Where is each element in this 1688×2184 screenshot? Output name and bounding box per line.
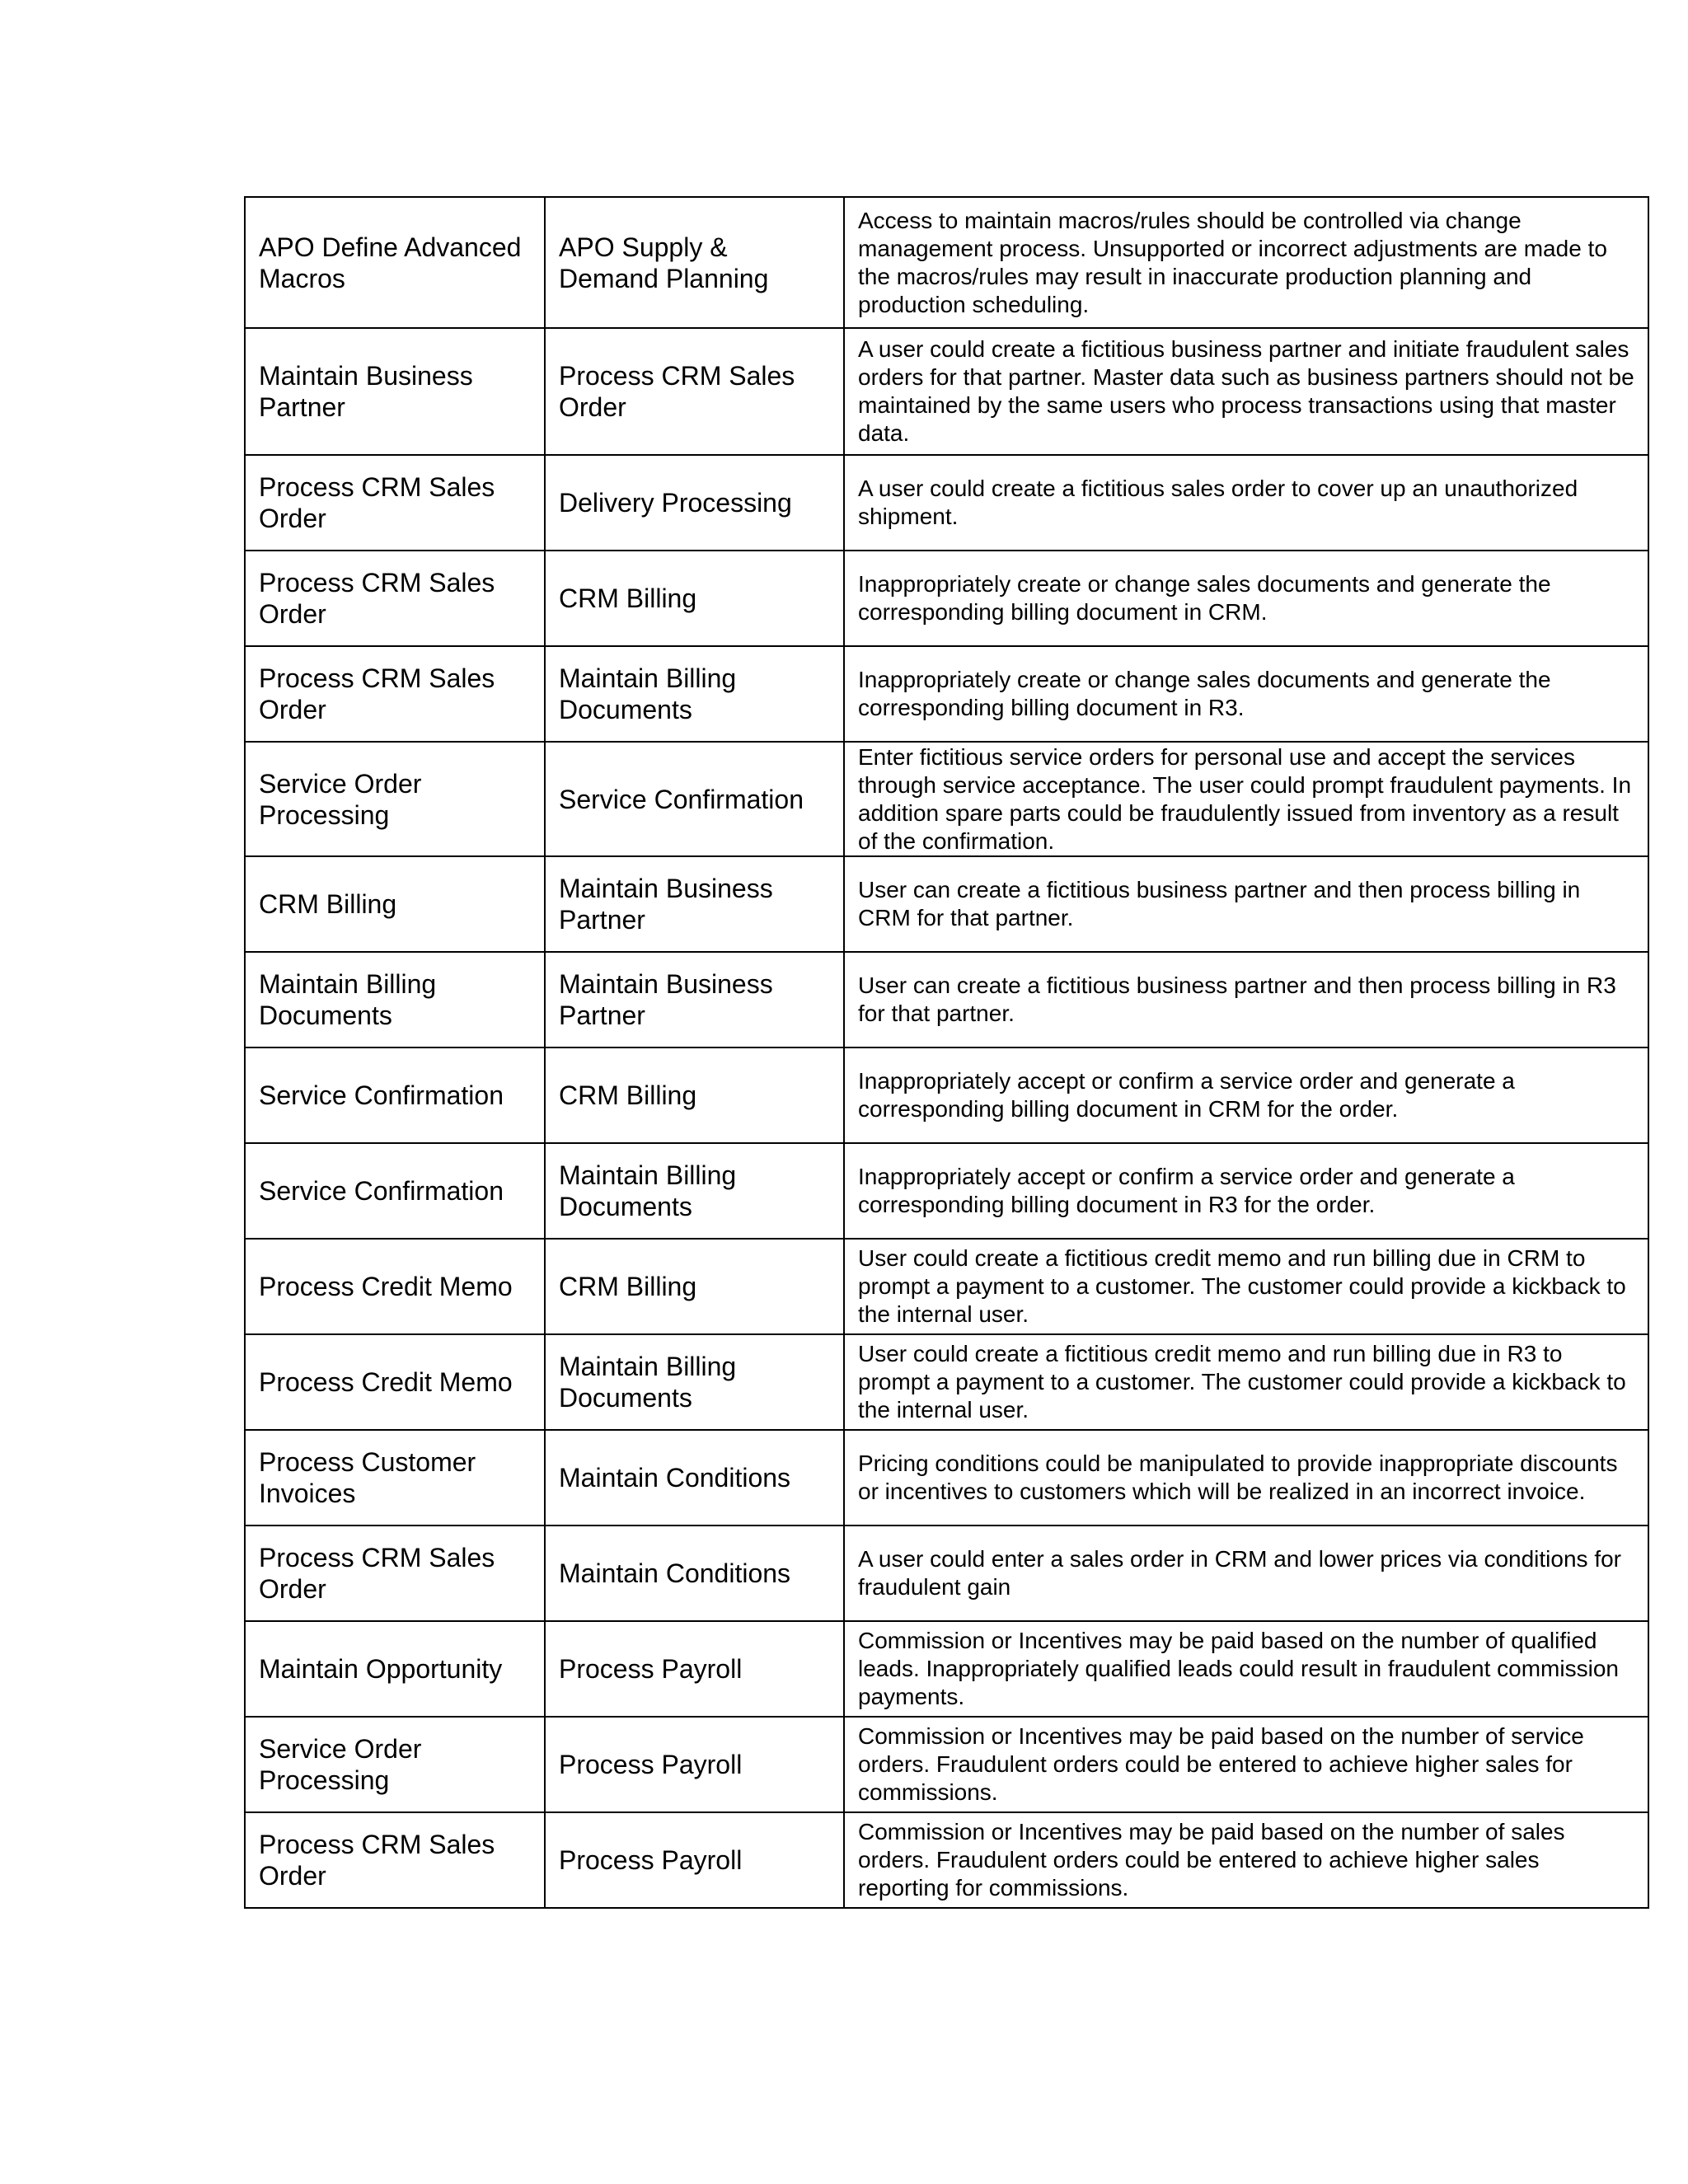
- table-row: [245, 1812, 1648, 1908]
- table-row: [245, 1621, 1648, 1717]
- table-row: [245, 952, 1648, 1047]
- function-one-cell: Process Credit Memo: [245, 1239, 545, 1334]
- function-two-cell: Process CRM Sales Order: [545, 328, 844, 455]
- function-two-cell: Maintain Business Partner: [545, 856, 844, 952]
- function-two-cell: APO Supply & Demand Planning: [545, 197, 844, 328]
- risk-description-cell: Commission or Incentives may be paid based on the number of service orders. Fraudulent orders could be entered to achieve higher sales for commissions.: [844, 1717, 1648, 1812]
- function-two-cell: Delivery Processing: [545, 455, 844, 551]
- function-one-cell: Process Customer Invoices: [245, 1430, 545, 1526]
- risk-description-cell: Enter fictitious service orders for personal use and accept the services through service acceptance. The user could prompt fraudulent payments. In addition spare parts could be fraudulently issued from inventory as a result of the confirmation.: [844, 742, 1648, 856]
- risk-description-cell: Inappropriately create or change sales documents and generate the corresponding billing document in R3.: [844, 646, 1648, 742]
- function-one-cell: Process CRM Sales Order: [245, 551, 545, 646]
- function-one-cell: CRM Billing: [245, 856, 545, 952]
- table-row: [245, 1526, 1648, 1621]
- risk-description-cell: Commission or Incentives may be paid based on the number of sales orders. Fraudulent orders could be entered to achieve higher sales reporting for commissions.: [844, 1812, 1648, 1908]
- table-row: [245, 328, 1648, 455]
- table-row: [245, 1334, 1648, 1430]
- risk-description-cell: Inappropriately accept or confirm a service order and generate a corresponding billing document in R3 for the order.: [844, 1143, 1648, 1239]
- risk-description-cell: User could create a fictitious credit memo and run billing due in R3 to prompt a payment to a customer. The customer could provide a kickback to the internal user.: [844, 1334, 1648, 1430]
- segregation-of-duties-table: [244, 196, 1649, 1909]
- risk-description-cell: A user could enter a sales order in CRM and lower prices via conditions for fraudulent gain: [844, 1526, 1648, 1621]
- function-two-cell: Maintain Conditions: [545, 1430, 844, 1526]
- function-one-cell: Process CRM Sales Order: [245, 1526, 545, 1621]
- table-row: [245, 742, 1648, 856]
- function-two-cell: CRM Billing: [545, 551, 844, 646]
- function-one-cell: Maintain Business Partner: [245, 328, 545, 455]
- table-row: [245, 646, 1648, 742]
- table-row: [245, 1143, 1648, 1239]
- function-two-cell: Maintain Business Partner: [545, 952, 844, 1047]
- function-two-cell: Maintain Conditions: [545, 1526, 844, 1621]
- table-row: [245, 1239, 1648, 1334]
- risk-description-cell: A user could create a fictitious sales order to cover up an unauthorized shipment.: [844, 455, 1648, 551]
- table-row: [245, 551, 1648, 646]
- function-one-cell: APO Define Advanced Macros: [245, 197, 545, 328]
- risk-description-cell: Inappropriately accept or confirm a service order and generate a corresponding billing document in CRM for the order.: [844, 1047, 1648, 1143]
- function-two-cell: Maintain Billing Documents: [545, 1143, 844, 1239]
- function-one-cell: Process CRM Sales Order: [245, 1812, 545, 1908]
- risk-description-cell: Inappropriately create or change sales documents and generate the corresponding billing document in CRM.: [844, 551, 1648, 646]
- risk-description-cell: User can create a fictitious business partner and then process billing in CRM for that partner.: [844, 856, 1648, 952]
- table-row: [245, 455, 1648, 551]
- function-one-cell: Process CRM Sales Order: [245, 455, 545, 551]
- function-one-cell: Process Credit Memo: [245, 1334, 545, 1430]
- function-two-cell: CRM Billing: [545, 1239, 844, 1334]
- function-two-cell: Process Payroll: [545, 1621, 844, 1717]
- function-one-cell: Service Confirmation: [245, 1047, 545, 1143]
- function-two-cell: Maintain Billing Documents: [545, 1334, 844, 1430]
- table-row: [245, 197, 1648, 328]
- function-one-cell: Process CRM Sales Order: [245, 646, 545, 742]
- function-one-cell: Maintain Opportunity: [245, 1621, 545, 1717]
- function-one-cell: Maintain Billing Documents: [245, 952, 545, 1047]
- risk-description-cell: User can create a fictitious business partner and then process billing in R3 for that partner.: [844, 952, 1648, 1047]
- function-one-cell: Service Order Processing: [245, 1717, 545, 1812]
- table-row: [245, 1430, 1648, 1526]
- function-two-cell: CRM Billing: [545, 1047, 844, 1143]
- table-row: [245, 1047, 1648, 1143]
- risk-description-cell: Commission or Incentives may be paid based on the number of qualified leads. Inappropriately qualified leads could result in fraudulent commission payments.: [844, 1621, 1648, 1717]
- risk-description-cell: Access to maintain macros/rules should be controlled via change management process. Unsupported or incorrect adjustments are made to the macros/rules may result in inaccurate production planning and production scheduling.: [844, 197, 1648, 328]
- table-row: [245, 856, 1648, 952]
- risk-description-cell: Pricing conditions could be manipulated to provide inappropriate discounts or incentives to customers which will be realized in an incorrect invoice.: [844, 1430, 1648, 1526]
- function-two-cell: Service Confirmation: [545, 742, 844, 856]
- function-two-cell: Process Payroll: [545, 1717, 844, 1812]
- table-row: [245, 1717, 1648, 1812]
- function-one-cell: Service Confirmation: [245, 1143, 545, 1239]
- risk-description-cell: A user could create a fictitious business partner and initiate fraudulent sales orders for that partner. Master data such as business partners should not be maintained by the same users who process transactions using that master data.: [844, 328, 1648, 455]
- function-two-cell: Process Payroll: [545, 1812, 844, 1908]
- risk-description-cell: User could create a fictitious credit memo and run billing due in CRM to prompt a payment to a customer. The customer could provide a kickback to the internal user.: [844, 1239, 1648, 1334]
- function-one-cell: Service Order Processing: [245, 742, 545, 856]
- function-two-cell: Maintain Billing Documents: [545, 646, 844, 742]
